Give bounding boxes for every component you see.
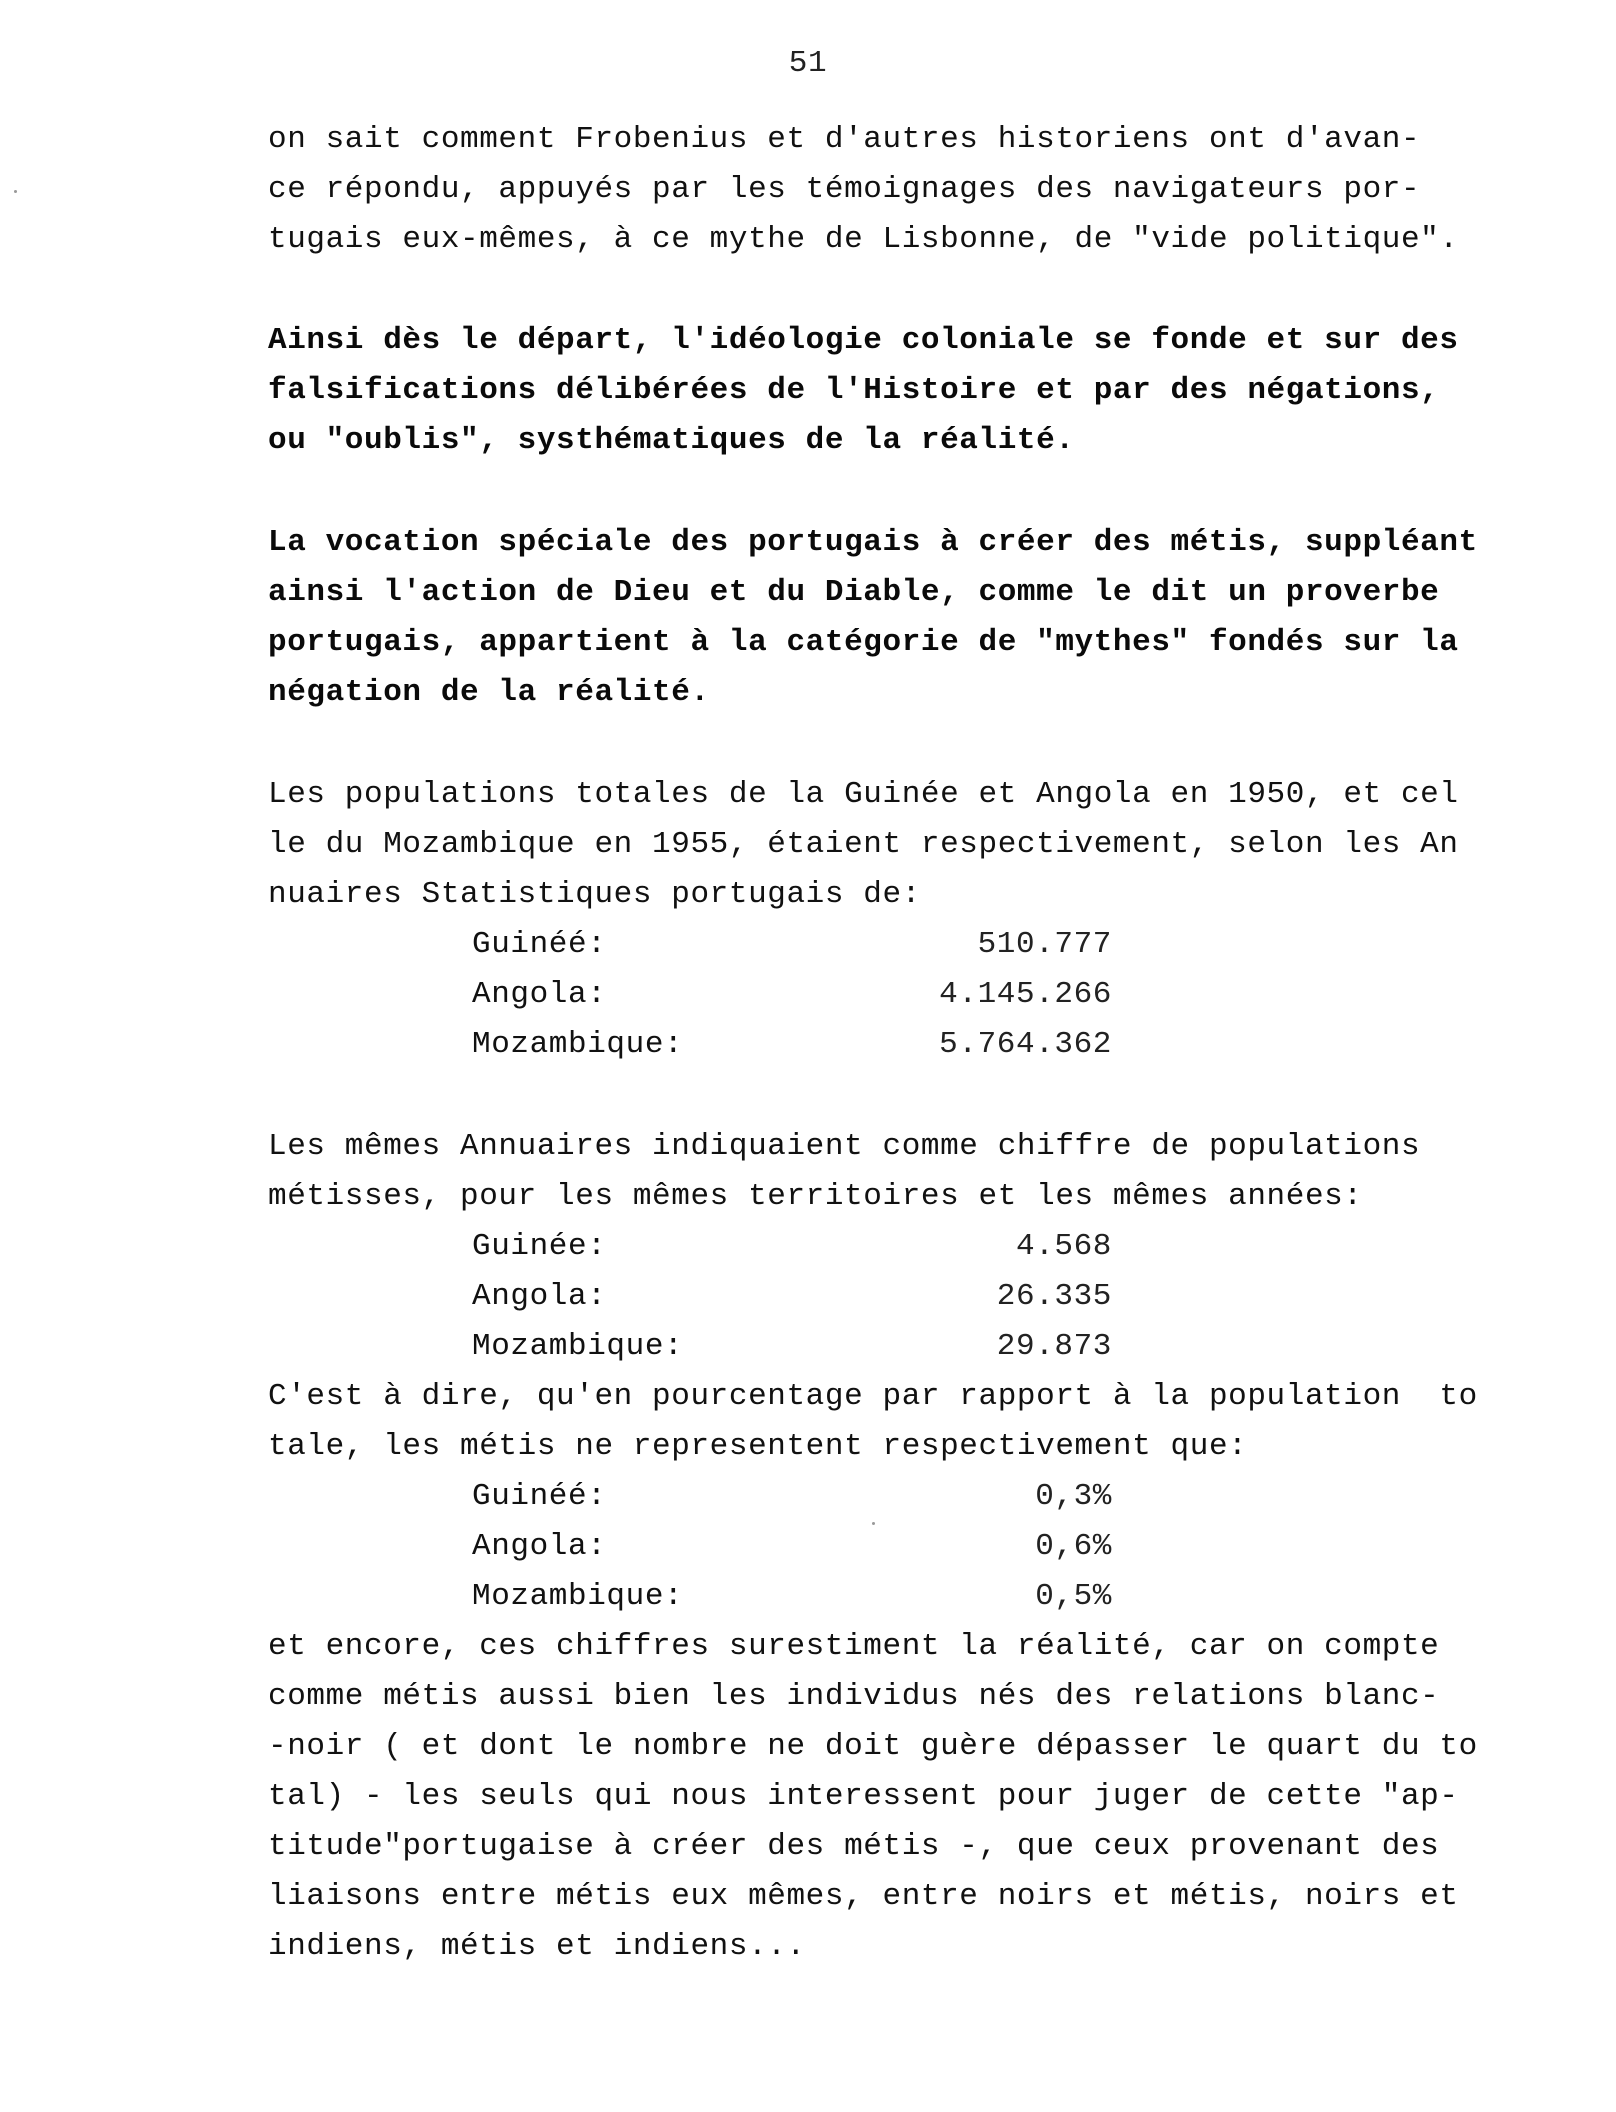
table-row xyxy=(472,1222,1112,1272)
territory-label: Angola: xyxy=(472,1279,607,1314)
territory-label: Guinéé: xyxy=(472,927,607,962)
territory-label: Guinée: xyxy=(472,1229,607,1264)
table-row xyxy=(472,1572,1112,1622)
paragraph-6 xyxy=(268,1372,1568,1472)
territory-label: Mozambique: xyxy=(472,1579,684,1614)
total-population-table xyxy=(472,920,1112,1070)
text-line: négation de la réalité. xyxy=(268,675,710,710)
metis-population-table xyxy=(472,1222,1112,1372)
paragraph-7 xyxy=(268,1622,1568,1972)
text-line: indiens, métis et indiens... xyxy=(268,1929,806,1964)
text-line: ce répondu, appuyés par les témoignages des navigateurs por- xyxy=(268,172,1421,207)
text-line: et encore, ces chiffres surestiment la réalité, car on compte xyxy=(268,1629,1440,1664)
population-value: 5.764.362 xyxy=(939,1027,1112,1062)
paragraph-4 xyxy=(268,770,1568,920)
territory-label: Mozambique: xyxy=(472,1329,684,1364)
text-line: on sait comment Frobenius et d'autres historiens ont d'avan- xyxy=(268,122,1421,157)
text-line: ou "oublis", systhématiques de la réalité. xyxy=(268,423,1075,458)
text-line: tal) - les seuls qui nous interessent pour juger de cette "ap- xyxy=(268,1779,1459,1814)
table-row xyxy=(472,1272,1112,1322)
text-line: falsifications délibérées de l'Histoire et par des négations, xyxy=(268,373,1440,408)
table-row xyxy=(472,970,1112,1020)
territory-label: Guinéé: xyxy=(472,1479,607,1514)
scan-speck xyxy=(872,1522,875,1525)
text-line: ainsi l'action de Dieu et du Diable, comme le dit un proverbe xyxy=(268,575,1440,610)
text-line: Ainsi dès le départ, l'idéologie coloniale se fonde et sur des xyxy=(268,323,1459,358)
paragraph-1 xyxy=(268,115,1568,265)
table-row xyxy=(472,1020,1112,1070)
population-value: 29.873 xyxy=(996,1329,1112,1364)
population-value: 26.335 xyxy=(996,1279,1112,1314)
text-line: liaisons entre métis eux mêmes, entre noirs et métis, noirs et xyxy=(268,1879,1459,1914)
population-value: 4.145.266 xyxy=(939,977,1112,1012)
table-row xyxy=(472,1322,1112,1372)
scan-speck xyxy=(14,190,17,193)
text-line: nuaires Statistiques portugais de: xyxy=(268,877,921,912)
text-line: -noir ( et dont le nombre ne doit guère dépasser le quart du to xyxy=(268,1729,1478,1764)
table-row xyxy=(472,1522,1112,1572)
text-line: Les mêmes Annuaires indiquaient comme chiffre de populations xyxy=(268,1129,1421,1164)
percentage-value: 0,3% xyxy=(1035,1479,1112,1514)
text-line: métisses, pour les mêmes territoires et les mêmes années: xyxy=(268,1179,1363,1214)
text-line: le du Mozambique en 1955, étaient respectivement, selon les An xyxy=(268,827,1459,862)
paragraph-5 xyxy=(268,1122,1568,1222)
text-line: tugais eux-mêmes, à ce mythe de Lisbonne, de "vide politique". xyxy=(268,222,1459,257)
territory-label: Angola: xyxy=(472,977,607,1012)
text-line: portugais, appartient à la catégorie de "mythes" fondés sur la xyxy=(268,625,1459,660)
percentage-value: 0,5% xyxy=(1035,1579,1112,1614)
paragraph-2 xyxy=(268,316,1568,466)
page-number: 51 xyxy=(788,46,828,81)
text-line: tale, les métis ne representent respectivement que: xyxy=(268,1429,1248,1464)
population-value: 4.568 xyxy=(1015,1229,1112,1264)
percentage-value: 0,6% xyxy=(1035,1529,1112,1564)
territory-label: Mozambique: xyxy=(472,1027,684,1062)
population-value: 510.777 xyxy=(977,927,1112,962)
text-line: titude"portugaise à créer des métis -, que ceux provenant des xyxy=(268,1829,1440,1864)
table-row xyxy=(472,1472,1112,1522)
territory-label: Angola: xyxy=(472,1529,607,1564)
text-line: Les populations totales de la Guinée et Angola en 1950, et cel xyxy=(268,777,1459,812)
text-line: La vocation spéciale des portugais à créer des métis, suppléant xyxy=(268,525,1478,560)
text-line: comme métis aussi bien les individus nés des relations blanc- xyxy=(268,1679,1440,1714)
percentage-table xyxy=(472,1472,1112,1622)
paragraph-3 xyxy=(268,518,1568,718)
table-row xyxy=(472,920,1112,970)
text-line: C'est à dire, qu'en pourcentage par rapport à la population to xyxy=(268,1379,1478,1414)
